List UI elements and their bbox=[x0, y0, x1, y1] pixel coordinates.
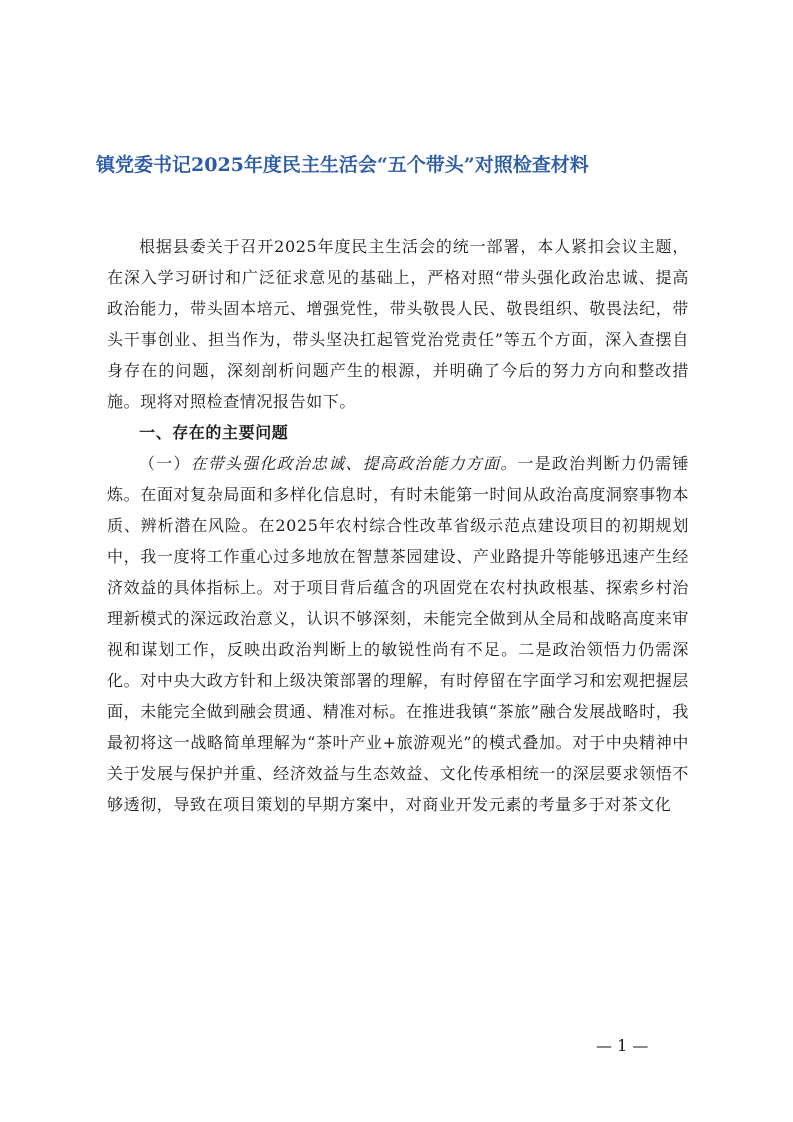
subsection-label: （一） bbox=[139, 454, 191, 473]
subsection-paragraph bbox=[107, 448, 689, 820]
intro-paragraph: 根据县委关于召开2025年度民主生活会的统一部署，本人紧扣会议主题，在深入学习研讨和广泛征求意见的基础上，严格对照“带头强化政治忠诚、提高政治能力，带头固本培元、增强党性，带头敬畏人民、敬畏组织、敬畏法纪，带头干事创业、担当作为，带头坚决扛起管党治党责任”等五个方面，深入查摆自身存在的问题，深刻剖析问题产生的根源，并明确了今后的努力方向和整改措施。现将对照检查情况报告如下。 bbox=[107, 237, 689, 411]
subsection-heading: 在带头强化政治忠诚、提高政治能力方面。 bbox=[190, 454, 518, 473]
page-number: — 1 — bbox=[596, 1036, 649, 1055]
section-heading: 一、存在的主要问题 bbox=[139, 423, 289, 442]
subsection-body: 一是政治判断力仍需锤炼。在面对复杂局面和多样化信息时，有时未能第一时间从政治高度洞察事物本质、辨析潜在风险。在2025年农村综合性改革省级示范点建设项目的初期规划中，我一度将工作重心过多地放在智慧茶园建设、产业路提升等能够迅速产生经济效益的具体指标上。对于项目背后蕴含的巩固党在农村执政根基、探索乡村治理新模式的深远政治意义，认识不够深刻，未能完全做到从全局和战略高度来审视和谋划工作，反映出政治判断上的敏锐性尚有不足。二是政治领悟力仍需深化。对中央大政方针和上级决策部署的理解，有时停留在字面学习和宏观把握层面，未能完全做到融会贯通、精准对标。在推进我镇“茶旅”融合发展战略时，我最初将这一战略简单理解为“茶叶产业+旅游观光”的模式叠加。对于中央精神中关于发展与保护并重、经济效益与生态效益、文化传承相统一的深层要求领悟不够透彻，导致在项目策划的早期方案中，对商业开发元素的考量多于对茶文化 bbox=[107, 454, 689, 814]
document-title: 镇党委书记2025年度民主生活会“五个带头”对照检查材料 bbox=[96, 154, 589, 176]
document-body bbox=[107, 231, 689, 820]
